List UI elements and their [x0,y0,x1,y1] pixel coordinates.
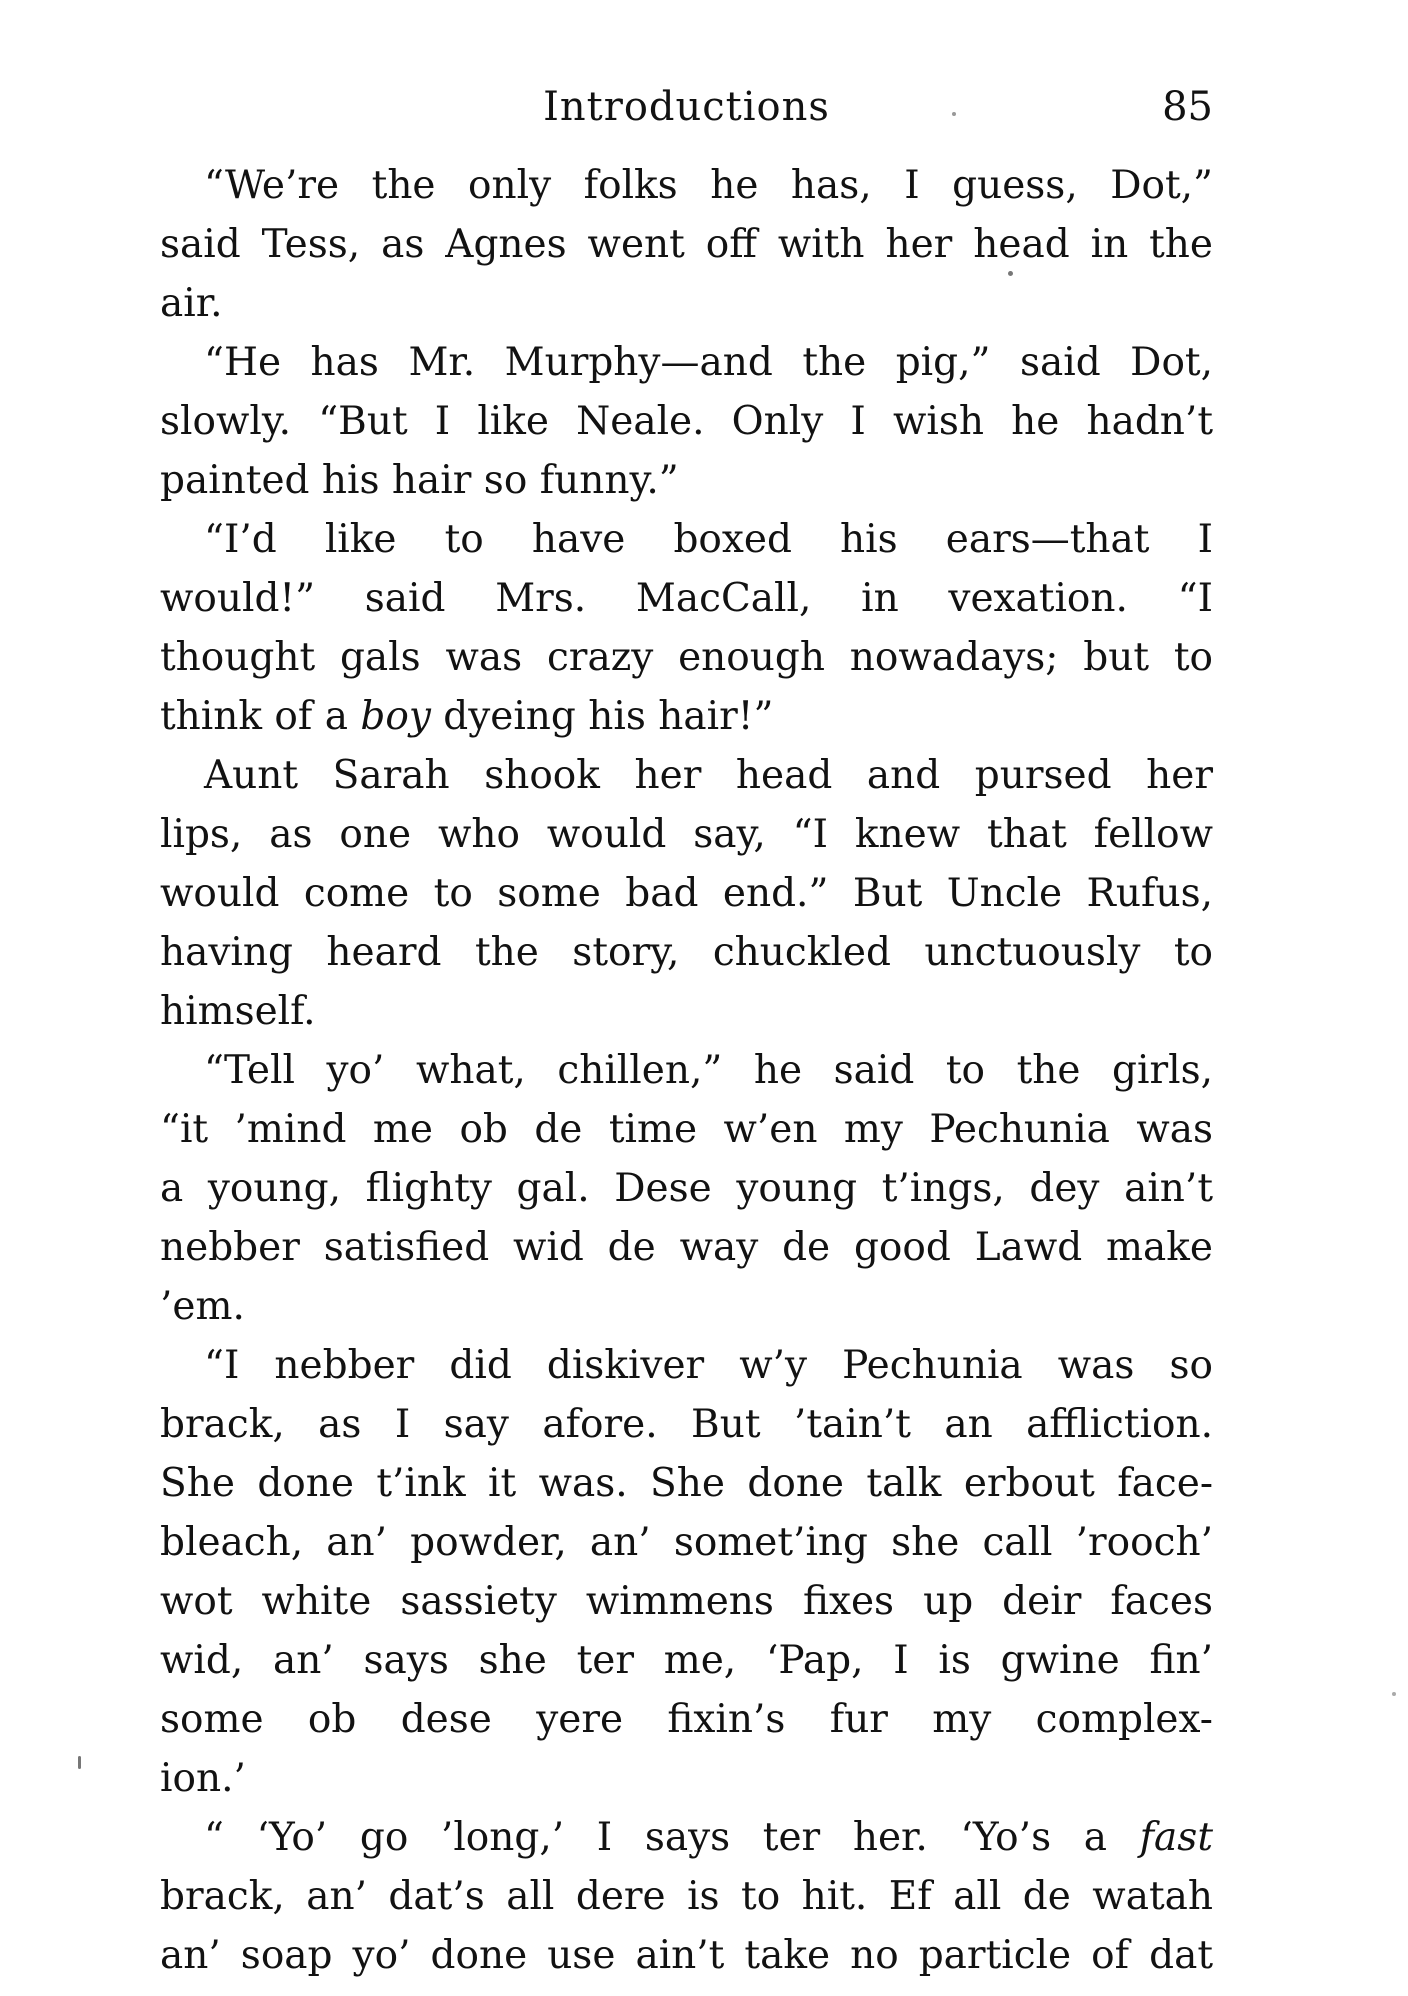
scan-speck [952,112,956,116]
text-segment: painted his hair so funny.” [160,458,679,503]
text-line [160,1867,1213,1926]
text-line [160,982,1213,1041]
text-line [160,746,1213,805]
text-line [160,1572,1213,1631]
text-segment: thought gals was crazy enough nowadays; but to [160,635,1213,680]
text-segment: would come to some bad end.” But Uncle Rufus, [160,871,1213,916]
text-segment: said Tess, as Agnes went off with her head in the [160,222,1213,267]
text-line [160,392,1213,451]
text-segment: slowly. “But I like Neale. Only I wish he hadn’t [160,399,1213,444]
text-line [160,569,1213,628]
text-segment: would!” said Mrs. MacCall, in vexation. “I [160,576,1213,621]
text-line [160,1277,1213,1336]
text-segment: having heard the story, chuckled unctuously to [160,930,1213,975]
scan-speck [1392,1692,1396,1696]
text-line [160,333,1213,392]
page-title: Introductions [543,84,830,130]
italic-word: boy [360,694,431,739]
text-line [160,1513,1213,1572]
text-line [160,510,1213,569]
page-number: 85 [1162,84,1213,130]
text-line [160,215,1213,274]
text-line [160,1395,1213,1454]
text-segment: wid, an’ says she ter me, ‘Pap, I is gwine fin’ [160,1638,1213,1683]
text-segment: himself. [160,989,316,1034]
text-segment: “I’d like to have boxed his ears—that I [204,517,1213,562]
text-line [160,923,1213,982]
text-line [160,1690,1213,1749]
text-line [160,864,1213,923]
text-segment: ’em. [160,1284,245,1329]
text-segment: Aunt Sarah shook her head and pursed her [204,753,1213,798]
paragraph [160,1041,1213,1336]
paragraph [160,510,1213,746]
text-line [160,805,1213,864]
paragraph [160,156,1213,333]
italic-word: fast [1139,1815,1213,1860]
text-segment: think of a [160,694,361,739]
text-segment: “Tell yo’ what, chillen,” he said to the girls, [204,1048,1213,1093]
text-line [160,1749,1213,1808]
text-segment: an’ soap yo’ done use ain’t take no particle of dat [160,1933,1213,1978]
paragraph [160,746,1213,1041]
text-segment: “I nebber did diskiver w’y Pechunia was so [204,1343,1213,1388]
text-segment: “ ‘Yo’ go ’long,’ I says ter her. ‘Yo’s a [204,1815,1140,1860]
text-segment: brack, as I say afore. But ’tain’t an affliction. [160,1402,1213,1447]
text-segment: a young, flighty gal. Dese young t’ings, dey ain’t [160,1166,1213,1211]
text-segment: nebber satisfied wid de way de good Lawd make [160,1225,1213,1270]
text-line [160,1218,1213,1277]
text-line [160,628,1213,687]
text-line [160,156,1213,215]
text-segment: She done t’ink it was. She done talk erbout face- [160,1461,1213,1506]
text-segment: ion.’ [160,1756,246,1801]
text-segment: “He has Mr. Murphy—and the pig,” said Dot, [204,340,1213,385]
text-segment: lips, as one who would say, “I knew that fellow [160,812,1213,857]
text-segment: brack, an’ dat’s all dere is to hit. Ef all de watah [160,1874,1213,1919]
text-segment: bleach, an’ powder, an’ somet’ing she call ’rooch’ [160,1520,1213,1565]
text-line [160,1808,1213,1867]
paragraph [160,1808,1213,1985]
text-line [160,1041,1213,1100]
text-line [160,451,1213,510]
text-line [160,1336,1213,1395]
text-segment: dyeing his hair!” [430,694,774,739]
text-segment: “We’re the only folks he has, I guess, Dot,” [204,163,1213,208]
text-line [160,1100,1213,1159]
text-line [160,1454,1213,1513]
text-line [160,1926,1213,1985]
scan-speck [1008,271,1013,276]
page-body [160,156,1213,1985]
scan-speck [78,1756,81,1769]
text-line [160,1631,1213,1690]
text-segment: air. [160,281,223,326]
text-segment: some ob dese yere fixin’s fur my complex- [160,1697,1213,1742]
paragraph [160,333,1213,510]
text-line [160,687,1213,746]
paragraph [160,1336,1213,1808]
text-segment: “it ’mind me ob de time w’en my Pechunia was [160,1107,1213,1152]
running-header [160,82,1213,134]
text-line [160,1159,1213,1218]
text-line [160,274,1213,333]
text-segment: wot white sassiety wimmens fixes up deir faces [160,1579,1213,1624]
